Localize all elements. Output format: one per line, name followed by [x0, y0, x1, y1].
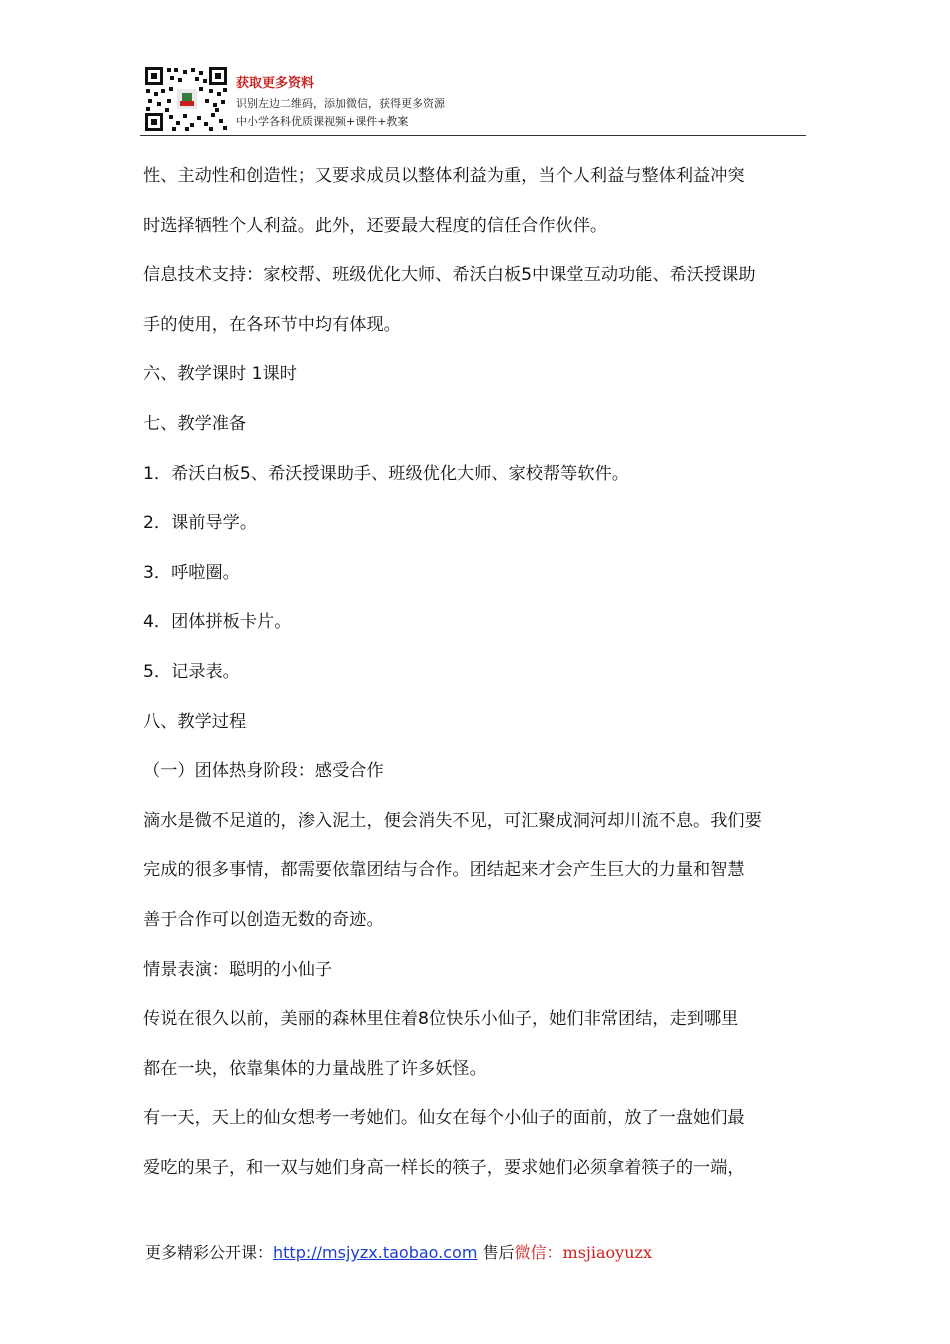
paragraph-line: 爱吃的果子，和一双与她们身高一样长的筷子，要求她们必须拿着筷子的一端， [143, 1157, 745, 1178]
header-divider [140, 135, 806, 136]
qr-code-icon [143, 65, 229, 133]
paragraph-line: 善于合作可以创造无数的奇迹。 [143, 909, 384, 930]
list-item: 3．呼啦圈。 [143, 562, 240, 583]
section-heading: 八、教学过程 [143, 711, 247, 732]
wechat-id: msjiaoyuzx [562, 1243, 652, 1262]
header-title: 获取更多资料 [236, 76, 315, 91]
header-subtitle: 识别左边二维码，添加微信，获得更多资源 [236, 97, 445, 110]
paragraph-line: 有一天，天上的仙女想考一考她们。仙女在每个小仙子的面前，放了一盘她们最 [143, 1108, 745, 1129]
wechat-label: 微信： [514, 1243, 563, 1262]
paragraph-line: 传说在很久以前，美丽的森林里住着8位快乐小仙子，她们非常团结，走到哪里 [143, 1009, 739, 1030]
page-header [140, 60, 806, 136]
list-item: 2．课前导学。 [143, 513, 258, 534]
list-item: 4．团体拼板卡片。 [143, 612, 292, 633]
paragraph-line: 时选择牺牲个人利益。此外，还要最大程度的信任合作伙伴。 [143, 215, 608, 236]
header-tagline: 中小学各科优质课视频+课件+教案 [236, 115, 409, 128]
list-item: 1．希沃白板5、希沃授课助手、班级优化大师、家校帮等软件。 [143, 463, 629, 484]
list-item: 5．记录表。 [143, 661, 240, 682]
footer-prefix: 更多精彩公开课： [145, 1243, 274, 1262]
section-heading: 六、教学课时 1课时 [143, 364, 297, 385]
paragraph-line: 信息技术支持：家校帮、班级优化大师、希沃白板5中课堂互动功能、希沃授课助 [143, 265, 756, 286]
paragraph-line: 性、主动性和创造性；又要求成员以整体利益为重，当个人利益与整体利益冲突 [143, 166, 745, 186]
page-footer [145, 1240, 652, 1263]
paragraph-line: 完成的很多事情，都需要依靠团结与合作。团结起来才会产生巨大的力量和智慧 [143, 860, 745, 881]
shop-link[interactable]: http://msjyzx.taobao.com [273, 1243, 478, 1262]
after-sales-label: 售后 [477, 1243, 515, 1262]
paragraph-line: 都在一块，依靠集体的力量战胜了许多妖怪。 [143, 1058, 487, 1079]
document-body [143, 152, 808, 1193]
subsection-heading: 情景表演：聪明的小仙子 [143, 959, 333, 980]
subsection-heading: （一）团体热身阶段：感受合作 [143, 761, 384, 782]
paragraph-line: 手的使用，在各环节中均有体现。 [143, 314, 401, 335]
paragraph-line: 滴水是微不足道的，渗入泥土，便会消失不见，可汇聚成洞河却川流不息。我们要 [143, 810, 762, 831]
section-heading: 七、教学准备 [143, 413, 247, 434]
